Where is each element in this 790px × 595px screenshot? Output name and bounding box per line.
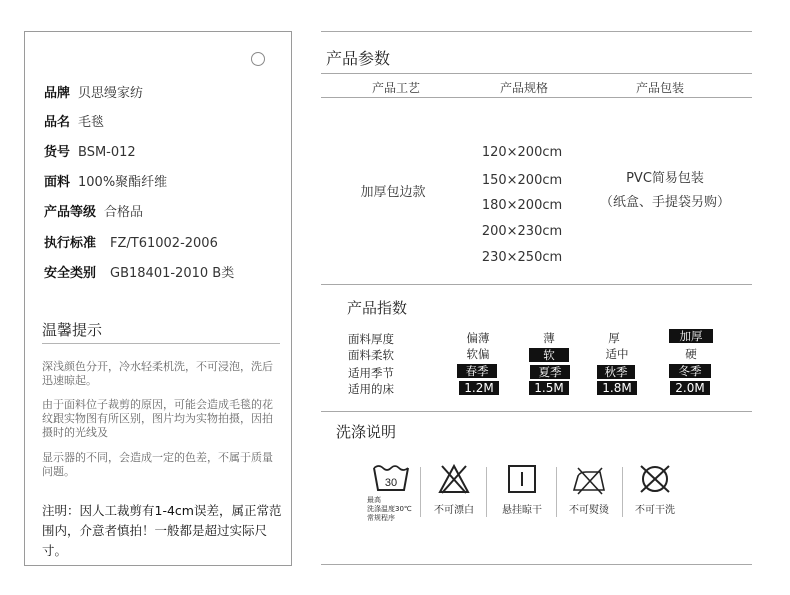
params-bottom-divider bbox=[321, 284, 752, 285]
index-option: 厚 bbox=[608, 331, 620, 345]
tip-paragraph-2: 由于面料位子裁剪的原因，可能会造成毛毯的花纹跟实物图有所区别，图片均为实物拍摄，因拍摄时的光线及 bbox=[42, 398, 273, 439]
header-craft: 产品工艺 bbox=[371, 81, 420, 95]
product-tag-card bbox=[24, 31, 292, 566]
bed-size-option: 1.8M bbox=[597, 381, 637, 395]
params-title: 产品参数 bbox=[326, 49, 391, 68]
fabric-value: 100%聚酯纤维 bbox=[78, 175, 168, 190]
index-row-label: 面料柔软 bbox=[348, 348, 394, 362]
index-bottom-divider bbox=[321, 411, 752, 412]
size-item: 200×230cm bbox=[481, 224, 563, 239]
size-note: 注明：因人工裁剪有1-4cm误差，属正常范围内，介意者慎拍！一般都是超过实际尺寸。 bbox=[42, 503, 282, 558]
index-title: 产品指数 bbox=[347, 299, 408, 317]
wash-temp: 30 bbox=[384, 477, 398, 489]
tips-title: 温馨提示 bbox=[42, 321, 103, 339]
bottom-divider bbox=[321, 564, 752, 565]
care-separator bbox=[486, 467, 487, 517]
bed-size-option: 1.5M bbox=[529, 381, 569, 395]
care-wash-30 bbox=[367, 462, 415, 523]
index-option: 软偏 bbox=[466, 347, 490, 361]
standard-value: FZ/T61002-2006 bbox=[110, 236, 218, 251]
index-option-selected: 加厚 bbox=[669, 329, 713, 343]
no-dry-clean-label: 不可干洗 bbox=[635, 505, 675, 516]
care-title: 洗涤说明 bbox=[336, 423, 397, 441]
brand-value: 贝思缦家纺 bbox=[78, 86, 144, 101]
index-option: 偏薄 bbox=[466, 331, 490, 345]
size-item: 120×200cm bbox=[481, 145, 563, 160]
care-no-bleach bbox=[427, 462, 481, 516]
spec-safety bbox=[44, 262, 234, 281]
wash-note-2: 洗涤温度30℃ bbox=[367, 505, 412, 513]
care-no-iron bbox=[561, 462, 617, 516]
grade-label: 产品等级 bbox=[44, 205, 97, 220]
header-package: 产品包装 bbox=[635, 81, 684, 95]
sku-value: BSM-012 bbox=[78, 145, 136, 160]
care-no-dry-clean bbox=[627, 462, 683, 516]
index-option-selected: 春季 bbox=[457, 364, 497, 378]
safety-label: 安全类别 bbox=[44, 266, 97, 281]
care-separator bbox=[420, 467, 421, 517]
size-item: 180×200cm bbox=[481, 198, 563, 213]
package-line-1: PVC简易包装 bbox=[626, 171, 704, 186]
tip-paragraph-1: 深浅颜色分开，冷水轻柔机洗，不可浸泡，洗后迅速晾起。 bbox=[42, 360, 273, 387]
name-value: 毛毯 bbox=[78, 115, 105, 130]
index-option: 硬 bbox=[685, 347, 697, 361]
craft-value: 加厚包边款 bbox=[360, 185, 426, 200]
grade-value: 合格品 bbox=[104, 205, 144, 220]
package-line-2: （纸盒、手提袋另购） bbox=[599, 195, 730, 210]
no-dry-clean-icon bbox=[636, 462, 674, 496]
size-item: 150×200cm bbox=[481, 173, 563, 188]
no-bleach-icon bbox=[437, 462, 471, 496]
name-label: 品名 bbox=[44, 115, 71, 130]
tips-divider bbox=[42, 343, 280, 344]
safety-value: GB18401-2010 B类 bbox=[110, 266, 235, 281]
spec-grade bbox=[44, 201, 143, 220]
care-separator bbox=[622, 467, 623, 517]
params-header-top bbox=[321, 73, 752, 74]
spec-fabric bbox=[44, 171, 167, 190]
index-row-label: 面料厚度 bbox=[348, 332, 394, 346]
wash-note-3: 常规程序 bbox=[367, 514, 395, 522]
fabric-label: 面料 bbox=[44, 175, 71, 190]
wash-note-1: 最高 bbox=[367, 496, 381, 504]
index-option-selected: 夏季 bbox=[530, 365, 570, 379]
spec-name bbox=[44, 111, 104, 130]
header-size: 产品规格 bbox=[499, 81, 548, 95]
care-hang-dry bbox=[494, 462, 550, 516]
hang-dry-icon bbox=[505, 462, 539, 496]
index-row-label: 适用的床 bbox=[348, 382, 394, 396]
index-row-label: 适用季节 bbox=[348, 366, 394, 380]
brand-label: 品牌 bbox=[44, 86, 71, 101]
wash-tub-icon bbox=[371, 462, 411, 494]
tip-paragraph-3: 显示器的不同，会造成一定的色差，不属于质量问题。 bbox=[42, 451, 273, 478]
care-separator bbox=[556, 467, 557, 517]
top-divider bbox=[321, 31, 752, 32]
params-header-bottom bbox=[321, 97, 752, 98]
spec-sku bbox=[44, 141, 136, 160]
bed-size-option: 2.0M bbox=[670, 381, 710, 395]
spec-brand bbox=[44, 82, 143, 101]
no-bleach-label: 不可漂白 bbox=[434, 505, 474, 516]
index-option-selected: 冬季 bbox=[669, 364, 711, 378]
tag-hole bbox=[251, 52, 265, 66]
index-option-selected: 秋季 bbox=[597, 365, 635, 379]
index-option: 薄 bbox=[543, 331, 555, 345]
bed-size-option: 1.2M bbox=[459, 381, 499, 395]
hang-dry-label: 悬挂晾干 bbox=[502, 505, 542, 516]
index-option: 适中 bbox=[605, 347, 629, 361]
sku-label: 货号 bbox=[44, 145, 71, 160]
standard-label: 执行标准 bbox=[44, 236, 97, 251]
size-item: 230×250cm bbox=[481, 250, 563, 265]
no-iron-icon bbox=[570, 462, 608, 496]
no-iron-label: 不可熨烫 bbox=[569, 505, 609, 516]
spec-standard bbox=[44, 232, 218, 251]
index-option-selected: 软 bbox=[529, 348, 569, 362]
